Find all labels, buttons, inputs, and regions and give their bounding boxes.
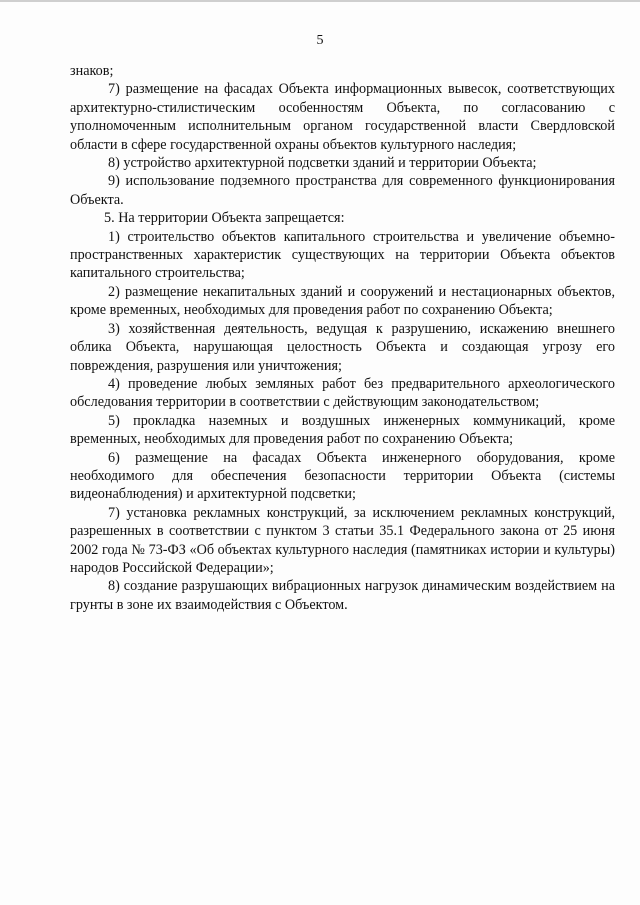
paragraph-prohibited-8: 8) создание разрушающих вибрационных нагрузок динамическим воздействием на грунты в зоне их взаимодействия с Объектом.: [70, 578, 615, 613]
paragraph-prohibited-3: 3) хозяйственная деятельность, ведущая к разрушению, искажению внешнего облика Объекта, нарушающая целостность Объекта и создающая угрозу его повреждения, разрушения или уничтожения;: [70, 320, 615, 374]
paragraph-prohibited-4: 4) проведение любых земляных работ без предварительного археологического обследования территории в соответствии с действующим законодательством;: [70, 375, 615, 411]
section-5-heading: 5. На территории Объекта запрещается:: [104, 210, 345, 227]
page-number: 5: [316, 33, 324, 48]
paragraph-prohibited-7: 7) установка рекламных конструкций, за исключением рекламных конструкций, разрешенных в соответствии с пунктом 3 статьи 35.1 Федерального закона от 25 июня 2002 года № 73-ФЗ «Об объектах культурного наследия (памятниках истории и культуры) народов Российской Федерации»;: [70, 504, 615, 576]
scan-edge: [0, 0, 640, 2]
paragraph-prohibited-5: 5) прокладка наземных и воздушных инженерных коммуникаций, кроме временных, необходимых для проведения работ по сохранению Объекта;: [70, 412, 615, 448]
paragraph-continuation: знаков;: [70, 63, 114, 79]
paragraph-prohibited-1: 1) строительство объектов капитального строительства и увеличение объемно-пространственных характеристик существующих на территории Объекта объектов капитального строительства;: [70, 228, 615, 282]
paragraph-item-9-underground: 9) использование подземного пространства для современного функционирования Объекта.: [70, 173, 615, 208]
paragraph-prohibited-2: 2) размещение некапитальных зданий и сооружений и нестационарных объектов, кроме временных, необходимых для проведения работ по сохранению Объекта;: [70, 283, 615, 319]
paragraph-item-7-signs: 7) размещение на фасадах Объекта информационных вывесок, соответствующих архитектурно-стилистическим особенностям Объекта, по согласованию с уполномоченным исполнительным органом государственной власти Свердловской области в сфере государственной охраны объектов культурного наследия;: [70, 81, 615, 153]
paragraph-item-8-lighting: 8) устройство архитектурной подсветки зданий и территории Объекта;: [108, 155, 537, 172]
document-body: [70, 62, 615, 614]
paragraph-prohibited-6: 6) размещение на фасадах Объекта инженерного оборудования, кроме необходимого для обеспечения безопасности территории Объекта (системы видеонаблюдения) и архитектурной подсветки;: [70, 449, 615, 503]
